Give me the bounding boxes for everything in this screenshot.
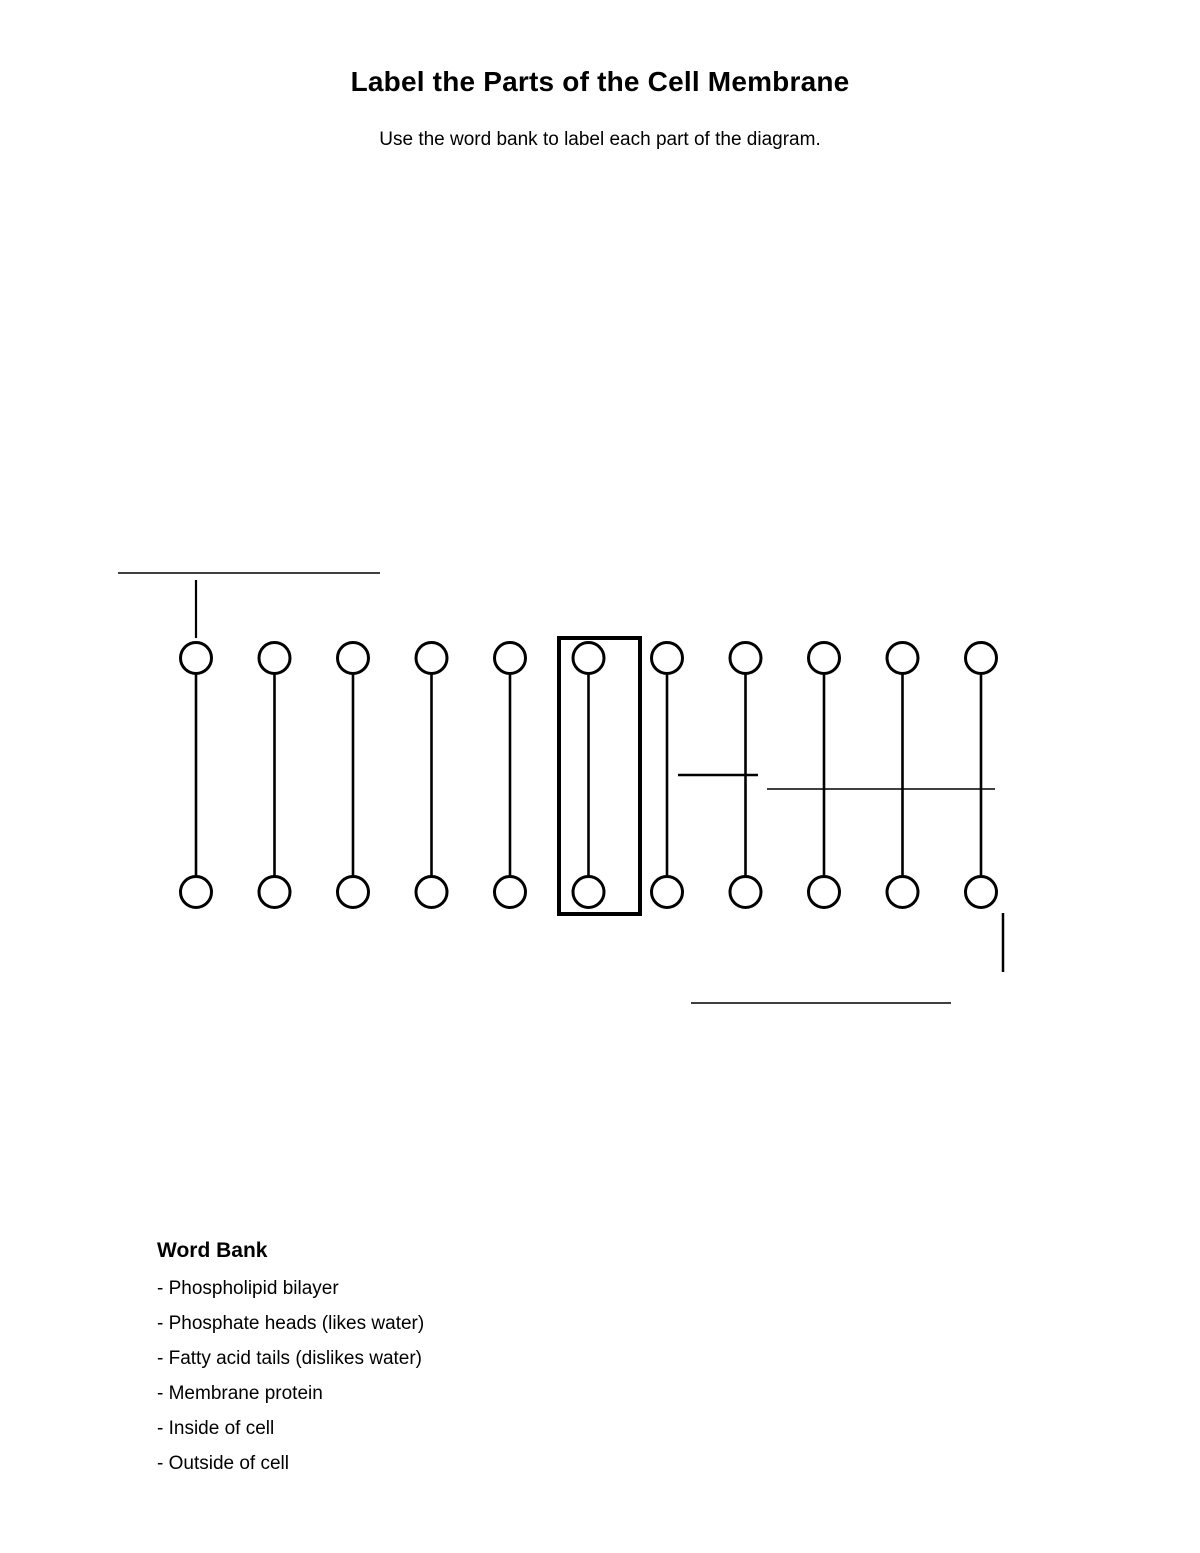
phosphate-head — [966, 877, 997, 908]
phospholipid — [887, 643, 918, 908]
phosphate-head — [338, 877, 369, 908]
phospholipid-row — [181, 643, 997, 908]
word-bank-item: - Phosphate heads (likes water) — [157, 1313, 425, 1334]
word-bank-list — [157, 1270, 657, 1480]
phosphate-head — [887, 643, 918, 674]
phosphate-head — [887, 877, 918, 908]
word-bank — [157, 1235, 657, 1480]
phosphate-head — [495, 643, 526, 674]
phosphate-head — [338, 643, 369, 674]
phosphate-head — [416, 877, 447, 908]
phospholipid — [652, 643, 683, 908]
phosphate-head — [809, 877, 840, 908]
phosphate-head — [416, 643, 447, 674]
phospholipid — [338, 643, 369, 908]
word-bank-title: Word Bank — [157, 1239, 268, 1262]
phosphate-head — [652, 643, 683, 674]
page-instructions: Use the word bank to label each part of the diagram. — [379, 129, 821, 150]
word-bank-item: - Phospholipid bilayer — [157, 1278, 339, 1299]
phosphate-head — [259, 877, 290, 908]
phosphate-head — [181, 877, 212, 908]
phospholipid — [181, 643, 212, 908]
phospholipid — [966, 643, 997, 908]
phospholipid — [809, 643, 840, 908]
page-title: Label the Parts of the Cell Membrane — [350, 66, 850, 97]
phosphate-head — [573, 643, 604, 674]
phosphate-head — [730, 643, 761, 674]
phospholipid — [416, 643, 447, 908]
phosphate-head — [730, 877, 761, 908]
phospholipid — [495, 643, 526, 908]
phospholipid — [259, 643, 290, 908]
phosphate-head — [652, 877, 683, 908]
phosphate-head — [809, 643, 840, 674]
phospholipid — [573, 643, 604, 908]
highlighted-phospholipid-box — [559, 638, 640, 914]
word-bank-item: - Outside of cell — [157, 1453, 289, 1474]
word-bank-item: - Inside of cell — [157, 1418, 275, 1439]
word-bank-item: - Fatty acid tails (dislikes water) — [157, 1348, 423, 1369]
word-bank-item: - Membrane protein — [157, 1383, 323, 1404]
phosphate-head — [495, 877, 526, 908]
phosphate-head — [181, 643, 212, 674]
phosphate-head — [259, 643, 290, 674]
phosphate-head — [573, 877, 604, 908]
phosphate-head — [966, 643, 997, 674]
